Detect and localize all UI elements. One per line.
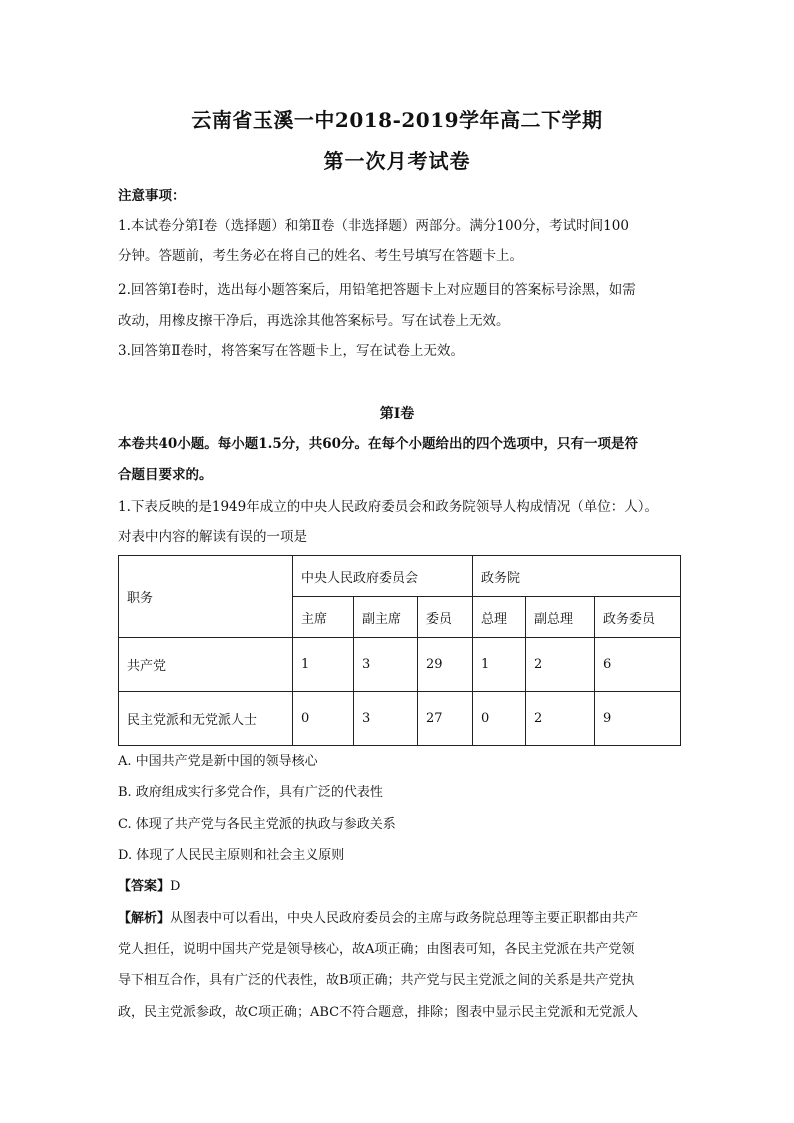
option-c: C. 体现了共产党与各民主党派的执政与参政关系 <box>118 817 396 832</box>
exam-subtitle: 第一次月考试卷 <box>323 149 471 173</box>
table-cell: 共产党 <box>119 638 293 692</box>
analysis-line <box>118 909 638 929</box>
notice-line: 3.回答第Ⅱ卷时，将答案写在答题卡上，写在试卷上无效。 <box>118 343 465 359</box>
leadership-table <box>118 555 681 746</box>
table-cell: 0 <box>293 692 354 746</box>
notice-line: 1.本试卷分第Ⅰ卷（选择题）和第Ⅱ卷（非选择题）两部分。满分100分，考试时间100 <box>118 218 629 234</box>
section-intro: 本卷共40小题。每小题1.5分，共60分。在每个小题给出的四个选项中，只有一项是符 <box>118 436 639 452</box>
section-intro: 合题目要求的。 <box>118 467 213 483</box>
analysis-line: 导下相互合作，具有广泛的代表性，故B项正确；共产党与民主党派之间的关系是共产党执 <box>118 973 635 988</box>
option-b: B. 政府组成实行多党合作，具有广泛的代表性 <box>118 785 383 800</box>
table-subheader: 总理 <box>473 597 526 638</box>
table-cell: 2 <box>526 692 595 746</box>
table-cell: 0 <box>473 692 526 746</box>
table-cell: 29 <box>418 638 473 692</box>
notice-line: 2.回答第Ⅰ卷时，选出每小题答案后，用铅笔把答题卡上对应题目的答案标号涂黑，如需 <box>118 282 636 298</box>
answer-line <box>118 877 180 897</box>
answer-label: 【答案】 <box>118 879 171 894</box>
analysis-text: 从图表中可以看出，中央人民政府委员会的主席与政务院总理等主要正职都由共产 <box>170 911 639 926</box>
table-subheader: 主席 <box>293 597 354 638</box>
table-group-header: 中央人民政府委员会 <box>293 556 473 597</box>
table-cell: 3 <box>354 692 418 746</box>
table-row <box>119 638 681 692</box>
section-title: 第Ⅰ卷 <box>379 406 415 422</box>
option-d: D. 体现了人民民主原则和社会主义原则 <box>118 848 345 863</box>
table-cell: 6 <box>595 638 681 692</box>
option-a: A. 中国共产党是新中国的领导核心 <box>118 754 318 769</box>
table-cell: 1 <box>473 638 526 692</box>
analysis-line: 党人担任，说明中国共产党是领导核心，故A项正确；由图表可知，各民主党派在共产党领 <box>118 942 635 957</box>
exam-title: 云南省玉溪一中2018-2019学年高二下学期 <box>191 108 603 132</box>
answer-value: D <box>170 879 181 894</box>
notice-heading: 注意事项： <box>118 188 186 204</box>
table-cell: 2 <box>526 638 595 692</box>
table-group-header: 政务院 <box>473 556 681 597</box>
table-row <box>119 692 681 746</box>
table-subheader: 政务委员 <box>595 597 681 638</box>
table-subheader: 副主席 <box>354 597 418 638</box>
table-cell: 1 <box>293 638 354 692</box>
table-cell: 3 <box>354 638 418 692</box>
table-subheader: 副总理 <box>526 597 595 638</box>
notice-line: 改动，用橡皮擦干净后，再选涂其他答案标号。写在试卷上无效。 <box>118 313 510 329</box>
question-stem: 对表中内容的解读有误的一项是 <box>118 529 307 545</box>
question-stem: 1.下表反映的是1949年成立的中央人民政府委员会和政务院领导人构成情况（单位：人）。 <box>118 499 658 515</box>
table-header-job: 职务 <box>119 556 293 638</box>
table-cell: 9 <box>595 692 681 746</box>
analysis-line: 政，民主党派参政，故C项正确；ABC不符合题意，排除；图表中显示民主党派和无党派人 <box>118 1005 639 1020</box>
table-cell: 民主党派和无党派人士 <box>119 692 293 746</box>
table-subheader: 委员 <box>418 597 473 638</box>
table-cell: 27 <box>418 692 473 746</box>
analysis-label: 【解析】 <box>118 911 171 926</box>
notice-line: 分钟。答题前，考生务必在将自己的姓名、考生号填写在答题卡上。 <box>118 248 523 264</box>
